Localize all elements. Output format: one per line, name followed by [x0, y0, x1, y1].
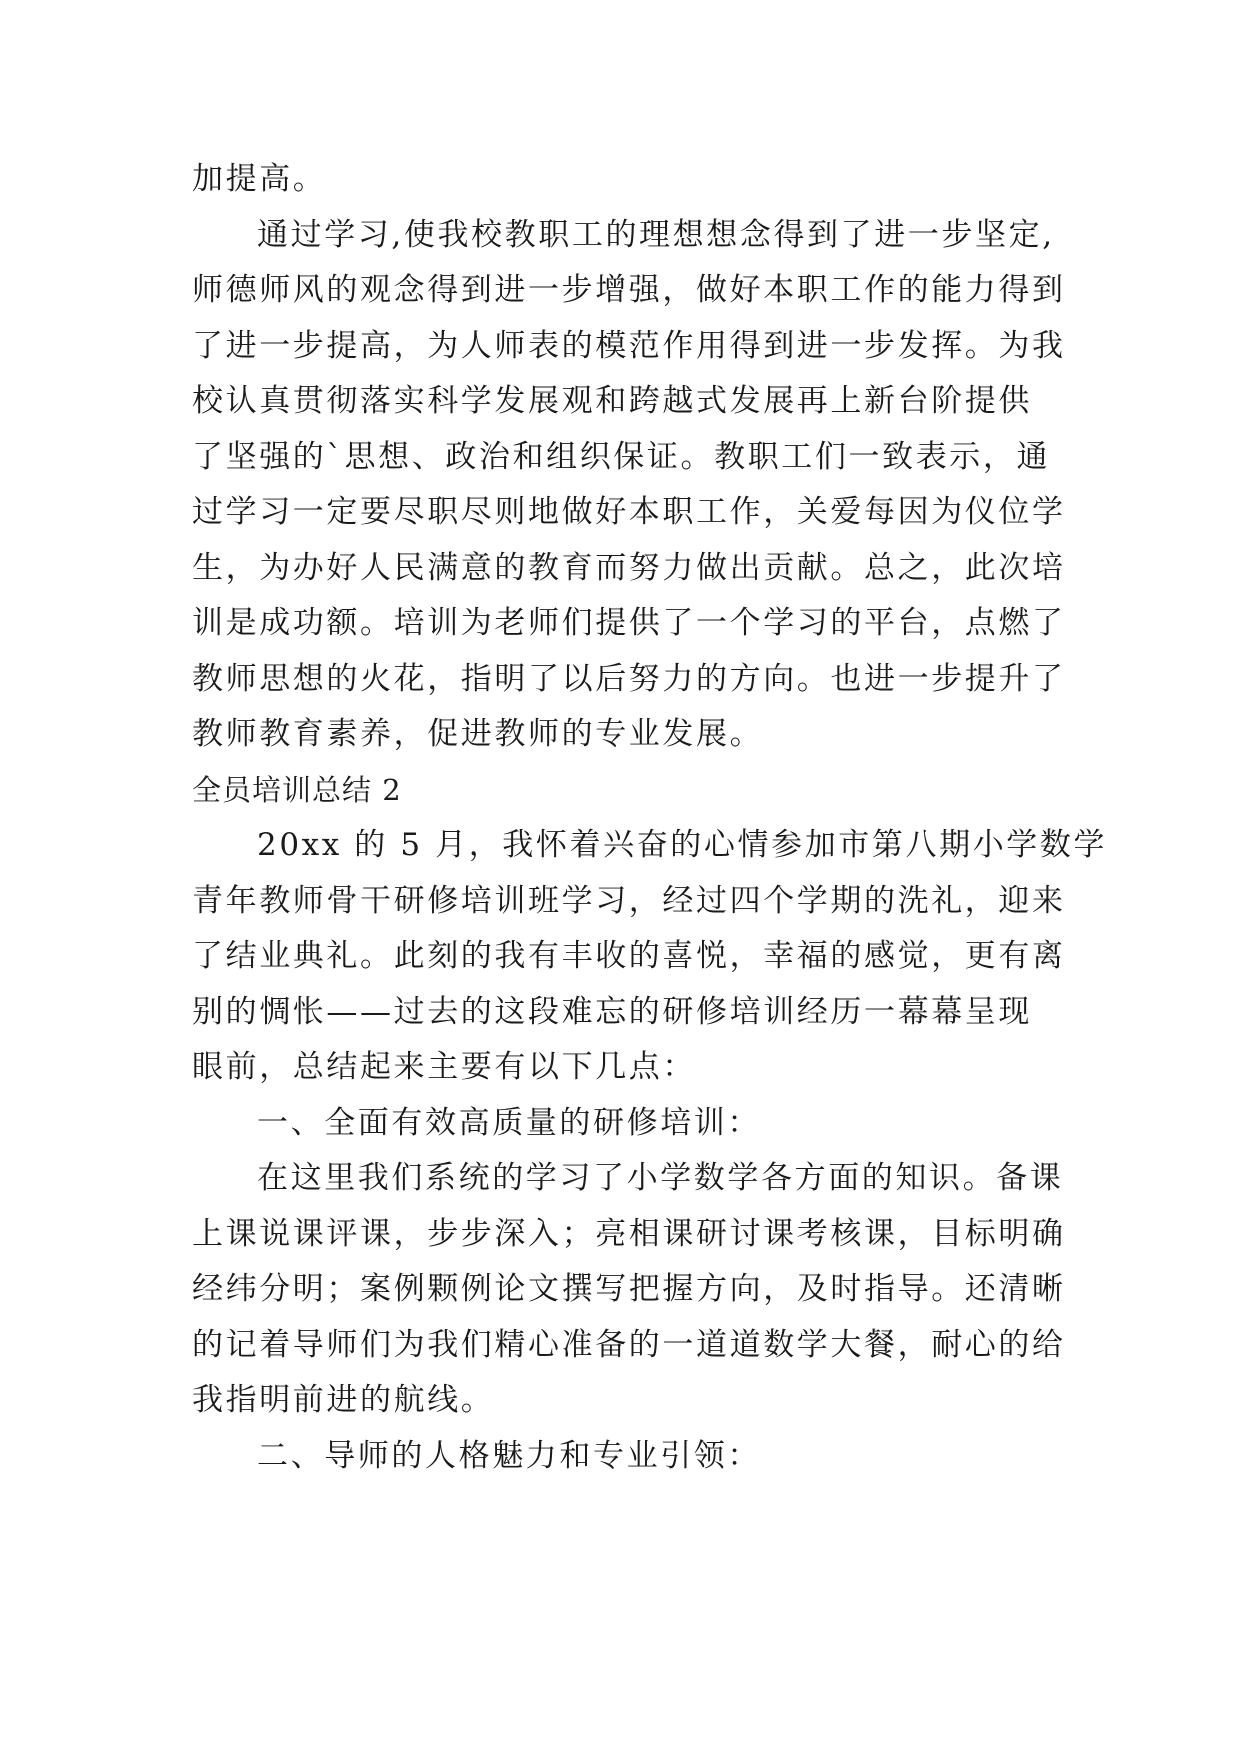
text-line: 经纬分明；案例颗例论文撰写把握方向，及时指导。还清晰 — [192, 1271, 1066, 1307]
text-line: 20xx 的 5 月，我怀着兴奋的心情参加市第八期小学数学 — [257, 827, 1108, 863]
document-body — [192, 152, 1108, 1484]
list-heading: 一、全面有效高质量的研修培训： — [257, 1104, 761, 1141]
text-line: 在这里我们系统的学习了小学数学各方面的知识。备课 — [257, 1160, 1064, 1196]
list-heading: 二、导师的人格魅力和专业引领： — [257, 1437, 761, 1474]
text-line: 青年教师骨干研修培训班学习，经过四个学期的洗礼，迎来 — [192, 882, 1066, 919]
text-line: 我指明前进的航线。 — [192, 1382, 495, 1418]
text-line: 了进一步提高，为人师表的模范作用得到进一步发挥。为我 — [192, 327, 1066, 364]
text-line: 了结业典礼。此刻的我有丰收的喜悦，幸福的感觉，更有离 — [192, 938, 1066, 974]
text-line: 的记着导师们为我们精心准备的一道道数学大餐，耐心的给 — [192, 1326, 1066, 1363]
text-line: 别的惆怅——过去的这段难忘的研修培训经历一幕幕呈现 — [192, 993, 1032, 1030]
text-line: 通过学习,使我校教职工的理想想念得到了进一步坚定, — [257, 216, 1055, 253]
text-line: 校认真贯彻落实科学发展观和跨越式发展再上新台阶提供 — [192, 383, 1032, 419]
text-line: 上课说课评课，步步深入；亮相课研讨课考核课，目标明确 — [192, 1215, 1066, 1252]
text-line: 了坚强的`思想、政治和组织保证。教职工们一致表示，通 — [192, 438, 1051, 475]
text-line: 教师思想的火花，指明了以后努力的方向。也进一步提升了 — [192, 660, 1066, 697]
text-line: 眼前，总结起来主要有以下几点： — [192, 1049, 696, 1085]
text-line: 加提高。 — [192, 161, 327, 197]
text-line: 训是成功额。培训为老师们提供了一个学习的平台，点燃了 — [192, 605, 1066, 641]
text-line: 师德师风的观念得到进一步增强，做好本职工作的能力得到 — [192, 272, 1066, 308]
section-heading: 全员培训总结 2 — [192, 772, 402, 807]
text-line: 生，为办好人民满意的教育而努力做出贡献。总之，此次培 — [192, 549, 1066, 586]
text-line: 教师教育素养，促进教师的专业发展。 — [192, 716, 764, 752]
text-line: 过学习一定要尽职尽则地做好本职工作，关爱每因为仪位学 — [192, 494, 1066, 530]
